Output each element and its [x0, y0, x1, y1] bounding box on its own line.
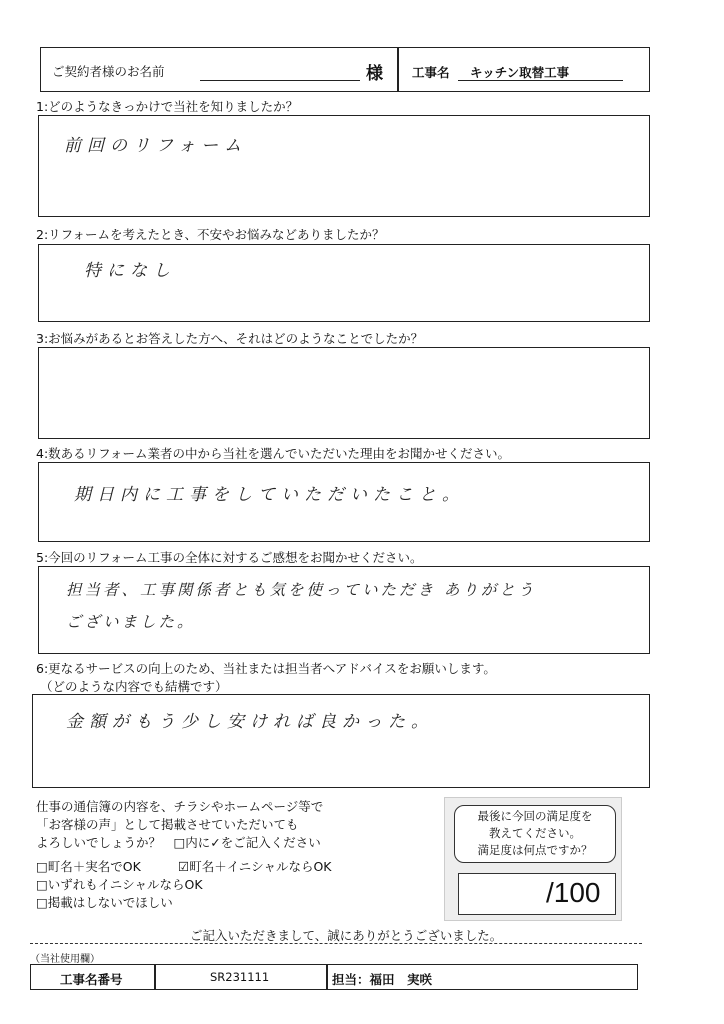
answer-5-text-line1: 担当者、工事関係者とも気を使っていただき ありがとう	[66, 581, 537, 599]
question-6-sublabel: （どのような内容でも結構です）	[40, 679, 228, 694]
consent-option-initial-label: 町名＋イニシャルならOK	[189, 859, 332, 874]
answer-5-text-line2: ございました。	[66, 613, 196, 631]
checked-box-icon: ☑	[178, 859, 190, 874]
satisfaction-question-bubble	[454, 805, 616, 863]
satisfaction-q3: 満足度は何点ですか？	[477, 843, 593, 857]
consent-line-1: 仕事の通信簿の内容を、チラシやホームページ等で	[36, 799, 324, 814]
consent-option-real-name[interactable]: □町名＋実名でOK	[36, 859, 141, 874]
project-name-line	[458, 80, 623, 81]
project-name: キッチン取替工事	[470, 65, 570, 80]
answer-3-box	[38, 347, 650, 439]
header-divider	[397, 47, 399, 92]
question-5-label: 5:今回のリフォーム工事の全体に対するご感想をお聞かせください。	[36, 550, 423, 565]
satisfaction-score-suffix: /100	[546, 877, 601, 908]
satisfaction-q2: 教えてください。	[489, 826, 581, 840]
question-6-label: 6:更なるサービスの向上のため、当社または担当者へアドバイスをお願いします。	[36, 661, 496, 676]
consent-option-no-publish[interactable]: □掲載はしないでほしい	[36, 895, 173, 910]
question-2-label: 2:リフォームを考えたとき、不安やお悩みなどありましたか？	[36, 227, 385, 242]
customer-name-label: ご契約者様のお名前	[52, 64, 165, 79]
thanks-message: ご記入いただきまして、誠にありがとうございました。	[190, 928, 503, 943]
question-4-label: 4:数あるリフォーム業者の中から当社を選んでいただいた理由をお聞かせください。	[36, 446, 511, 461]
internal-table-divider-1	[154, 964, 156, 990]
internal-use-label: （当社使用欄）	[30, 954, 100, 965]
answer-2-text: 特になし	[84, 261, 176, 281]
dashed-separator	[30, 943, 642, 944]
project-number-value: SR231111	[210, 970, 270, 984]
answer-4-text: 期日内に工事をしていただいたこと。	[74, 485, 465, 505]
consent-line-3: よろしいでしょうか？ □内に✓をご記入ください	[36, 835, 321, 850]
question-3-label: 3:お悩みがあるとお答えした方へ、それはどのようなことでしたか？	[36, 331, 424, 346]
sama-label: 様	[366, 64, 383, 84]
question-1-label: 1:どのようなきっかけで当社を知りましたか？	[36, 99, 299, 114]
project-label: 工事名	[412, 65, 450, 80]
consent-line-2: 「お客様の声」として掲載させていただいても	[36, 817, 299, 832]
internal-table-divider-2	[326, 964, 328, 990]
satisfaction-q1: 最後に今回の満足度を	[477, 809, 593, 823]
project-number-label: 工事名番号	[60, 972, 123, 987]
staff-label: 担当：福田 実咲	[332, 972, 433, 987]
customer-name-line	[200, 80, 360, 81]
consent-option-all-initial[interactable]: □いずれもイニシャルならOK	[36, 877, 203, 892]
consent-option-initial[interactable]	[178, 857, 332, 875]
answer-1-text: 前回のリフォーム	[64, 136, 248, 156]
answer-6-text: 金額がもう少し安ければ良かった。	[66, 712, 434, 732]
